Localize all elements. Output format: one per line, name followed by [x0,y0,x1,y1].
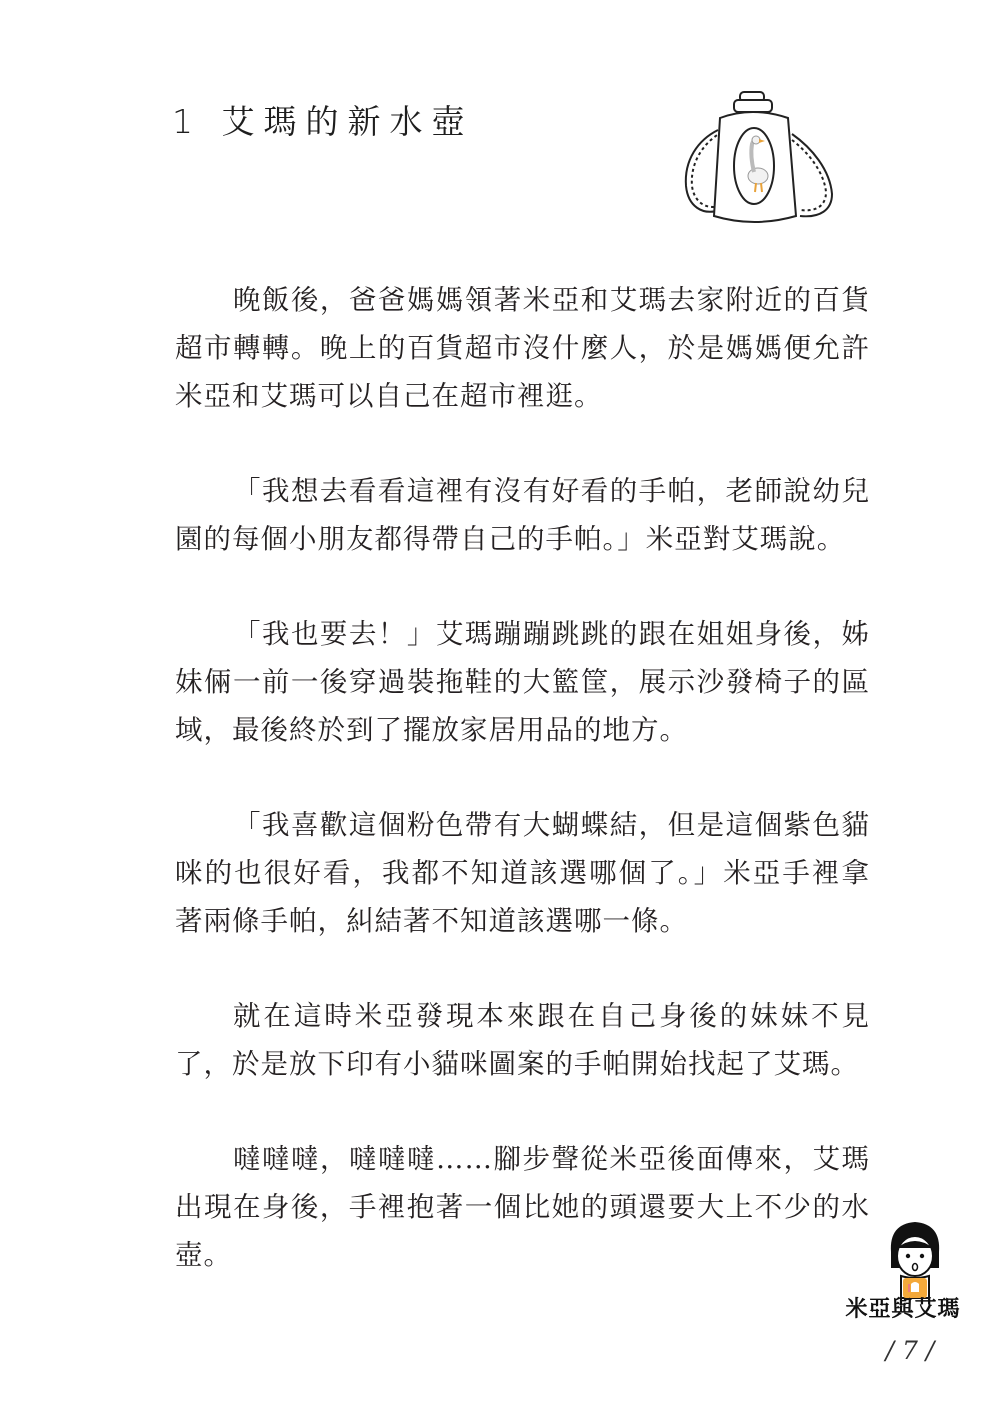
water-bottle-with-goose-icon [680,88,850,228]
story-text [175,276,870,1326]
paragraph: 就在這時米亞發現本來跟在自己身後的妹妹不見了，於是放下印有小貓咪圖案的手帕開始找起了艾瑪。 [175,1000,870,1080]
chapter-title: 1 艾瑪的新水壺 [172,102,474,141]
page-number: / 7 / [885,1336,935,1365]
paragraph: 「我喜歡這個粉色帶有大蝴蝶結，但是這個紫色貓咪的也很好看，我都不知道該選哪個了。」米亞手裡拿著兩條手帕，糾結著不知道該選哪一條。 [175,809,870,937]
girl-avatar-icon [885,1218,945,1300]
paragraph: 晚飯後，爸爸媽媽領著米亞和艾瑪去家附近的百貨超市轉轉。晚上的百貨超市沒什麼人，於是媽媽便允許米亞和艾瑪可以自己在超市裡逛。 [175,284,870,412]
series-logo: 米亞與艾瑪 [845,1297,961,1322]
paragraph: 噠噠噠，噠噠噠……腳步聲從米亞後面傳來，艾瑪出現在身後，手裡抱著一個比她的頭還要大上不少的水壺。 [175,1143,870,1271]
paragraph: 「我想去看看這裡有沒有好看的手帕，老師說幼兒園的每個小朋友都得帶自己的手帕。」米亞對艾瑪說。 [175,475,870,555]
paragraph: 「我也要去！」艾瑪蹦蹦跳跳的跟在姐姐身後，姊妹倆一前一後穿過裝拖鞋的大籃筐，展示沙發椅子的區域，最後終於到了擺放家居用品的地方。 [175,618,870,746]
